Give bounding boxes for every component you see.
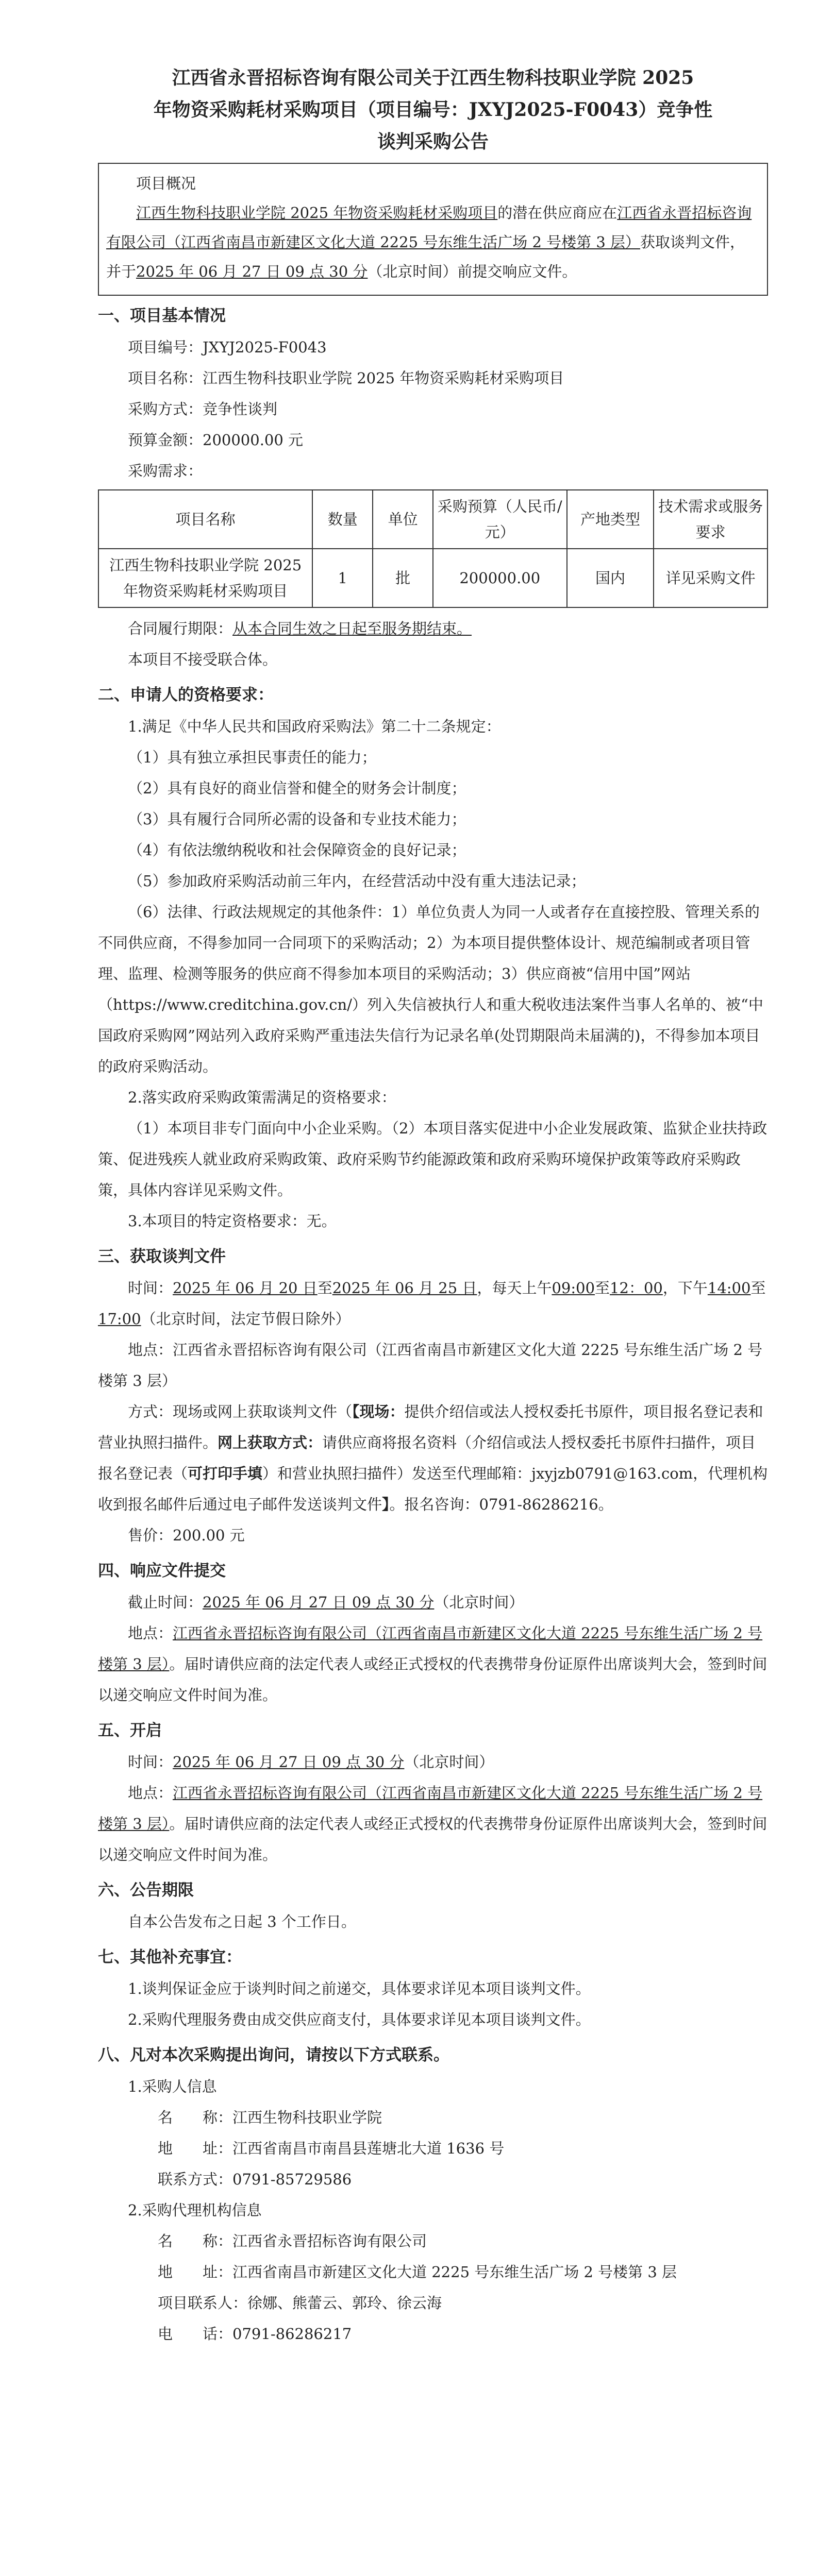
table-header-cell: 技术需求或服务要求 — [654, 490, 767, 549]
page-title — [98, 62, 768, 158]
requirement-3: 3.本项目的特定资格要求：无。 — [128, 1212, 337, 1230]
contract-period: 合同履行期限：从本合同生效之日起至服务期结束。 — [128, 620, 472, 637]
agent-address: 地 址：江西省南昌市新建区文化大道 2225 号东维生活广场 2 号楼第 3 层 — [158, 2263, 677, 2281]
announcement-page — [98, 62, 768, 2349]
purchaser-name: 名 称：江西生物科技职业学院 — [158, 2109, 382, 2126]
budget-amount: 预算金额：200000.00 元 — [128, 431, 304, 449]
agent-phone: 电 话：0791-86286217 — [158, 2325, 352, 2343]
agent-name: 名 称：江西省永晋招标咨询有限公司 — [158, 2232, 427, 2250]
requirements-table — [98, 489, 768, 608]
table-row — [98, 549, 767, 607]
purchaser-phone: 联系方式：0791-85729586 — [158, 2171, 352, 2188]
project-name: 项目名称：江西生物科技职业学院 2025 年物资采购耗材采购项目 — [128, 369, 564, 387]
requirement-item: （1）具有独立承担民事责任的能力； — [128, 749, 377, 766]
title-line-3: 谈判采购公告 — [377, 131, 489, 152]
section-6-heading: 六、公告期限 — [98, 1881, 194, 1900]
requirement-2-body: （1）本项目非专门面向中小企业采购。（2）本项目落实促进中小企业发展政策、监狱企业扶持政策、促进残疾人就业政府采购政策、政府采购节约能源政策和政府采购环境保护政策等政府采购政策，具体内容详见采购文件。 — [98, 1120, 767, 1199]
section-7-heading: 七、其他补充事宜： — [98, 1948, 242, 1967]
overview-location: 江西省永晋招标咨询有限公司（江西省南昌市新建区文化大道 2225 号东维生活广场 2 号楼第 3 层） — [106, 204, 752, 251]
section-2-heading: 二、申请人的资格要求： — [98, 686, 274, 704]
table-header-cell: 单位 — [373, 490, 433, 549]
consortium-note: 本项目不接受联合体。 — [128, 651, 278, 668]
acquisition-method: 方式：现场或网上获取谈判文件（【现场：提供介绍信或法人授权委托书原件，项目报名登记表和营业执照扫描件。网上获取方式：请供应商将报名资料（介绍信或法人授权委托书原件扫描件，项目报名登记表（可打印手填）和营业执照扫描件）发送至代理邮箱：jxyjzb0791@163.com，代理机构收到报名邮件后通过电子邮件发送谈判文件】。报名咨询：0791-86286216。 — [98, 1403, 768, 1513]
acquisition-place: 地点：江西省永晋招标咨询有限公司（江西省南昌市新建区文化大道 2225 号东维生活广场 2 号楼第 3 层） — [98, 1341, 763, 1389]
table-header-cell: 产地类型 — [567, 490, 654, 549]
acquisition-time: 时间：2025 年 06 月 20 日至2025 年 06 月 25 日，每天上午09:00至12：00，下午14:00至17:00（北京时间，法定节假日除外） — [98, 1279, 766, 1328]
document-price: 售价：200.00 元 — [128, 1527, 245, 1544]
requirement-item: （4）有依法缴纳税收和社会保障资金的良好记录； — [128, 841, 466, 859]
table-header-cell: 项目名称 — [98, 490, 312, 549]
opening-time: 时间：2025 年 06 月 27 日 09 点 30 分（北京时间） — [128, 1753, 494, 1771]
supplement-item: 2.采购代理服务费由成交供应商支付，具体要求详见本项目谈判文件。 — [128, 2011, 591, 2028]
submission-deadline: 截止时间：2025 年 06 月 27 日 09 点 30 分（北京时间） — [128, 1594, 524, 1611]
project-overview-box — [98, 163, 768, 296]
section-8-heading: 八、凡对本次采购提出询问，请按以下方式联系。 — [98, 2046, 449, 2064]
notice-period: 自本公告发布之日起 3 个工作日。 — [128, 1913, 356, 1930]
overview-heading: 项目概况 — [136, 175, 196, 192]
overview-project-name: 江西生物科技职业学院 2025 年物资采购耗材采购项目 — [136, 204, 498, 222]
overview-deadline: 2025 年 06 月 27 日 09 点 30 分 — [136, 263, 368, 280]
project-code: 项目编号：JXYJ2025-F0043 — [128, 338, 327, 356]
table-cell: 江西生物科技职业学院 2025 年物资采购耗材采购项目 — [98, 549, 312, 607]
requirement-item: （3）具有履行合同所必需的设备和专业技术能力； — [128, 810, 466, 828]
agent-contact-person: 项目联系人：徐娜、熊蕾云、郭玲、徐云海 — [158, 2294, 442, 2312]
procurement-method: 采购方式：竞争性谈判 — [128, 400, 278, 418]
requirement-item: （2）具有良好的商业信誉和健全的财务会计制度； — [128, 779, 466, 797]
table-cell: 国内 — [567, 549, 654, 607]
table-cell: 详见采购文件 — [654, 549, 767, 607]
table-header-row — [98, 490, 767, 549]
table-cell: 1 — [312, 549, 373, 607]
section-1-heading: 一、项目基本情况 — [98, 307, 226, 325]
requirement-item-6: （6）法律、行政法规规定的其他条件：1）单位负责人为同一人或者存在直接控股、管理关系的不同供应商，不得参加同一合同项下的采购活动；2）为本项目提供整体设计、规范编制或者项目管理、监理、检测等服务的供应商不得参加本项目的采购活动；3）供应商被“信用中国”网站（https://www.creditchina.gov.cn/）列入失信被执行人和重大税收违法案件当事人名单的、被“中国政府采购网”网站列入政府采购严重违法失信行为记录名单(处罚期限尚未届满的)，不得参加本项目的政府采购活动。 — [98, 903, 763, 1075]
purchaser-address: 地 址：江西省南昌市南昌县莲塘北大道 1636 号 — [158, 2140, 505, 2157]
requirement-2: 2.落实政府采购政策需满足的资格要求： — [128, 1089, 396, 1106]
table-cell: 批 — [373, 549, 433, 607]
supplement-item: 1.谈判保证金应于谈判时间之前递交，具体要求详见本项目谈判文件。 — [128, 1980, 591, 1997]
submission-place: 地点：江西省永晋招标咨询有限公司（江西省南昌市新建区文化大道 2225 号东维生活广场 2 号楼第 3 层）。届时请供应商的法定代表人或经正式授权的代表携带身份证原件出席谈判大会，签到时间以递交响应文件时间为准。 — [98, 1624, 767, 1704]
purchaser-info-title: 1.采购人信息 — [128, 2078, 217, 2095]
overview-paragraph: 江西生物科技职业学院 2025 年物资采购耗材采购项目的潜在供应商应在江西省永晋招标咨询有限公司（江西省南昌市新建区文化大道 2225 号东维生活广场 2 号楼第 3 层）获取谈判文件，并于2025 年 06 月 27 日 09 点 30 分（北京时间）前提交响应文件。 — [106, 204, 752, 280]
requirement-1: 1.满足《中华人民共和国政府采购法》第二十二条规定： — [128, 718, 501, 735]
procurement-needs-label: 采购需求： — [128, 462, 203, 480]
section-5-heading: 五、开启 — [98, 1721, 162, 1740]
section-4-heading: 四、响应文件提交 — [98, 1562, 226, 1580]
title-line-2: 年物资采购耗材采购项目（项目编号：JXYJ2025-F0043）竞争性 — [153, 99, 713, 121]
title-line-1: 江西省永晋招标咨询有限公司关于江西生物科技职业学院 2025 — [172, 67, 694, 89]
section-3-heading: 三、获取谈判文件 — [98, 1247, 226, 1266]
requirement-item: （5）参加政府采购活动前三年内，在经营活动中没有重大违法记录； — [128, 872, 586, 890]
table-header-cell: 采购预算（人民币/元） — [433, 490, 567, 549]
opening-place: 地点：江西省永晋招标咨询有限公司（江西省南昌市新建区文化大道 2225 号东维生活广场 2 号楼第 3 层）。届时请供应商的法定代表人或经正式授权的代表携带身份证原件出席谈判大会，签到时间以递交响应文件时间为准。 — [98, 1784, 767, 1863]
table-cell: 200000.00 — [433, 549, 567, 607]
agent-info-title: 2.采购代理机构信息 — [128, 2201, 262, 2219]
table-header-cell: 数量 — [312, 490, 373, 549]
